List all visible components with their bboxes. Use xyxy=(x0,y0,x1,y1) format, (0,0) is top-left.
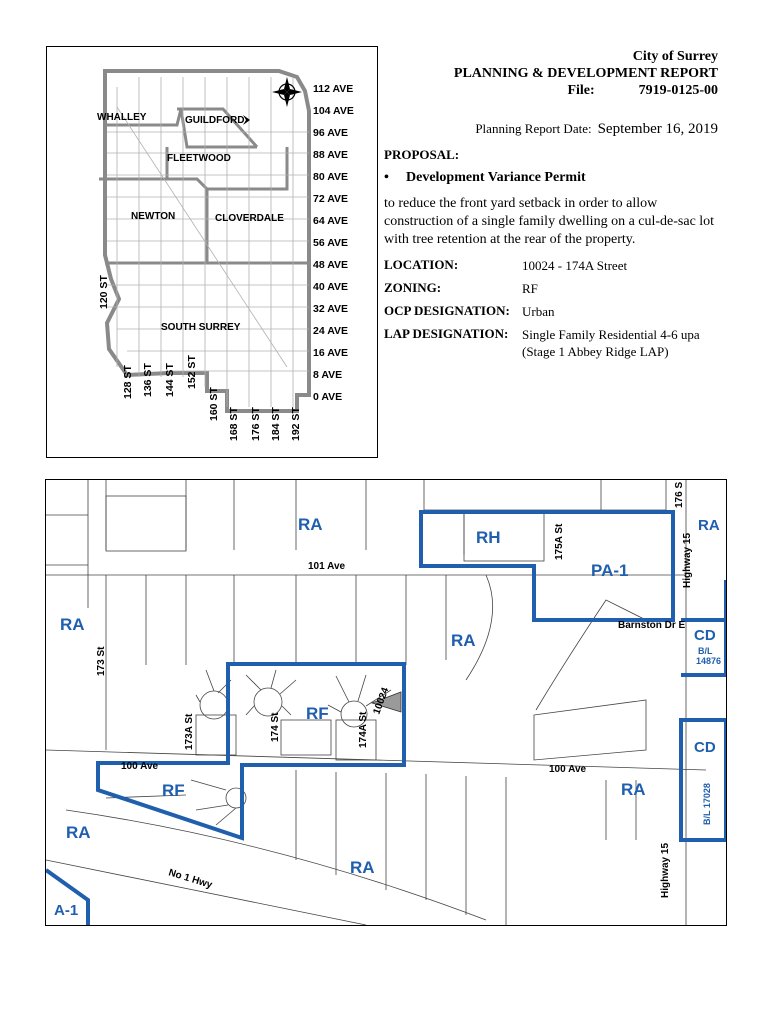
zone-ra-3: RA xyxy=(60,615,85,634)
avenue-label: 64 AVE xyxy=(313,215,349,227)
zoning-map xyxy=(45,479,727,926)
street-label: 176 ST xyxy=(250,407,262,441)
zone-ra-5: RA xyxy=(621,780,646,799)
report-date xyxy=(380,121,718,138)
avenue-label: 72 AVE xyxy=(313,193,349,205)
area-south-surrey: SOUTH SURREY xyxy=(161,322,241,333)
key-map-graphic xyxy=(47,47,377,457)
avenue-label: 0 AVE xyxy=(313,391,343,403)
file-row xyxy=(380,82,718,99)
proposal-item-label: Development Variance Permit xyxy=(406,170,586,185)
street-176-label: 176 S xyxy=(674,481,685,508)
city-name: City of Surrey xyxy=(632,49,718,64)
area-cloverdale: CLOVERDALE xyxy=(215,213,284,224)
street-label: 192 ST xyxy=(290,407,302,441)
avenue-100-label-west: 100 Ave xyxy=(121,761,159,772)
zone-cd-1: CD xyxy=(694,627,716,644)
street-label: 128 ST xyxy=(122,365,134,399)
lap-value xyxy=(522,326,724,360)
ocp-row xyxy=(384,303,724,320)
street-label: 144 ST xyxy=(164,363,176,397)
location-row xyxy=(384,257,724,274)
highway-15-label-north: Highway 15 xyxy=(682,532,693,588)
street-174a-label: 174A St xyxy=(358,711,369,748)
location-value: 10024 - 174A Street xyxy=(522,258,628,273)
zone-rf-1: RF xyxy=(306,704,329,723)
highway-1-label: No 1 Hwy xyxy=(167,867,214,892)
zone-cd-2: CD xyxy=(694,739,716,756)
area-fleetwood: FLEETWOOD xyxy=(167,153,231,164)
key-map xyxy=(46,46,378,458)
report-date-label: Planning Report Date: xyxy=(475,121,592,136)
report-title: PLANNING & DEVELOPMENT REPORT xyxy=(453,66,718,81)
avenue-label: 96 AVE xyxy=(313,127,349,139)
bullet-icon: • xyxy=(384,170,389,185)
avenue-label: 40 AVE xyxy=(313,281,349,293)
subject-lot-number: 10024 xyxy=(371,686,392,717)
zoning-map-graphic xyxy=(46,480,726,925)
street-175a-label: 175A St xyxy=(554,523,565,560)
zoning-value: RF xyxy=(522,281,538,296)
file-label: File: xyxy=(567,83,595,98)
zoning-label: ZONING: xyxy=(384,280,442,295)
street-labels xyxy=(122,355,302,441)
avenue-labels xyxy=(313,83,354,403)
avenue-101-label: 101 Ave xyxy=(308,561,346,572)
zone-ra-7: RA xyxy=(350,858,375,877)
zone-ra-4: RA xyxy=(451,631,476,650)
ocp-value: Urban xyxy=(522,304,555,319)
lap-row xyxy=(384,326,724,360)
location-label: LOCATION: xyxy=(384,257,459,272)
street-label: 136 ST xyxy=(142,363,154,397)
zone-rf-2: RF xyxy=(162,781,185,800)
street-label: 160 ST xyxy=(208,387,220,421)
lap-value-line1: Single Family Residential 4-6 upa xyxy=(522,327,700,342)
street-label: 184 ST xyxy=(270,407,282,441)
zoning-row xyxy=(384,280,724,297)
zone-bl-1: B/L xyxy=(698,646,713,656)
ocp-label: OCP DESIGNATION: xyxy=(384,303,510,318)
barnston-dr-label: Barnston Dr E xyxy=(618,620,686,631)
highway-15-label-south: Highway 15 xyxy=(660,842,671,898)
avenue-label: 32 AVE xyxy=(313,303,349,315)
proposal-heading: PROPOSAL: xyxy=(384,147,460,162)
avenue-label: 104 AVE xyxy=(313,105,354,117)
area-whalley: WHALLEY xyxy=(97,112,147,123)
lap-value-line2: (Stage 1 Abbey Ridge LAP) xyxy=(522,344,669,359)
file-number: 7919-0125-00 xyxy=(638,83,718,98)
report-header xyxy=(380,48,718,99)
street-label: 152 ST xyxy=(186,355,198,389)
avenue-label: 88 AVE xyxy=(313,149,349,161)
avenue-label: 8 AVE xyxy=(313,369,343,381)
avenue-label: 24 AVE xyxy=(313,325,349,337)
street-120-label: 120 ST xyxy=(98,275,110,309)
zone-pa-1: PA-1 xyxy=(591,561,629,580)
zone-bl-1-number: 14876 xyxy=(696,656,722,666)
zone-ra-6: RA xyxy=(66,823,91,842)
area-newton: NEWTON xyxy=(131,211,176,222)
zone-ra-2: RA xyxy=(698,517,720,534)
zone-bl-2: B/L 17028 xyxy=(702,783,712,825)
report-date-value: September 16, 2019 xyxy=(597,121,718,137)
street-label: 168 ST xyxy=(228,407,240,441)
avenue-100-label-east: 100 Ave xyxy=(549,764,587,775)
zone-ra-1: RA xyxy=(298,515,323,534)
street-173-label: 173 St xyxy=(96,646,107,676)
street-173a-label: 173A St xyxy=(184,713,195,750)
street-174-label: 174 St xyxy=(270,712,281,742)
proposal-description: to reduce the front yard setback in order to allow construction of a single family dwelling on a cul-de-sac lot with tree retention at the rear of the property. xyxy=(384,196,715,247)
lap-label: LAP DESIGNATION: xyxy=(384,326,509,341)
avenue-label: 80 AVE xyxy=(313,171,349,183)
area-guildford: GUILDFORD xyxy=(185,115,245,126)
avenue-label: 56 AVE xyxy=(313,237,349,249)
proposal-item xyxy=(384,170,586,186)
avenue-label: 16 AVE xyxy=(313,347,349,359)
zone-a-1: A-1 xyxy=(54,902,79,919)
avenue-label: 48 AVE xyxy=(313,259,349,271)
avenue-label: 112 AVE xyxy=(313,83,354,95)
zone-rh: RH xyxy=(476,528,501,547)
